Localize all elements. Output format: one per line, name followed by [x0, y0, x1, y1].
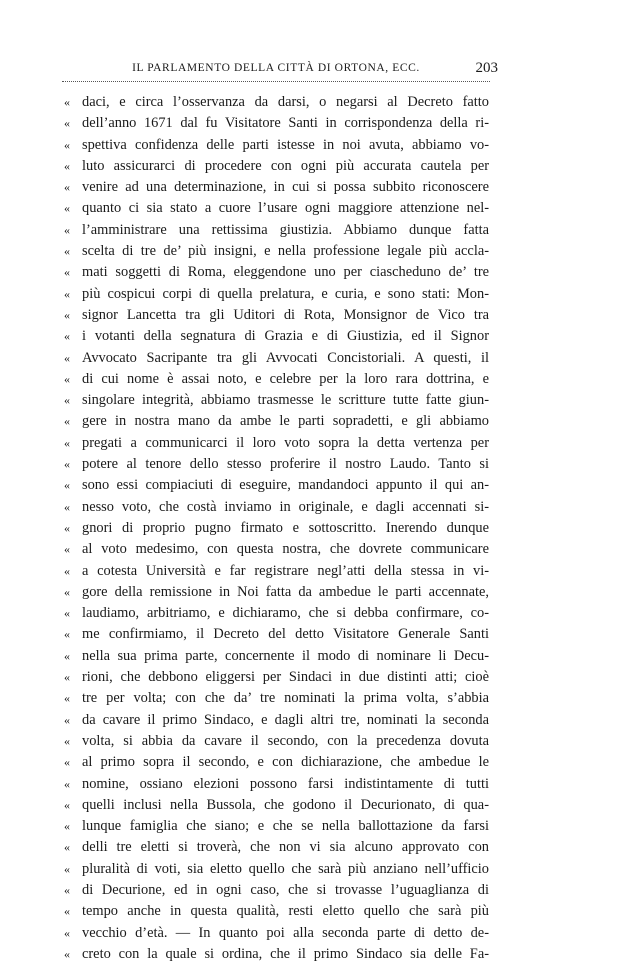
text-line — [64, 305, 489, 326]
text-line — [64, 944, 489, 965]
quote-mark: « — [64, 371, 70, 386]
text-line — [64, 859, 489, 880]
text-line — [64, 348, 489, 369]
line-text: di cui nome è assai noto, e celebre per la loro rara dottrina, e — [82, 370, 489, 387]
line-text: i votanti della segnatura di Grazia e di Giustizia, ed il Signor — [82, 328, 489, 345]
text-line — [64, 901, 489, 922]
quote-mark: « — [64, 776, 70, 791]
text-line — [64, 837, 489, 858]
line-text: Avvocato Sacripante tra gli Avvocati Concistoriali. A questi, il — [82, 349, 489, 366]
text-line — [64, 688, 489, 709]
line-text: delli tre eletti si troverà, che non vi sia alcuno approvato con — [82, 839, 489, 856]
quote-mark: « — [64, 755, 70, 770]
quote-mark: « — [64, 478, 70, 493]
line-text: scelta di tre de’ più insigni, e nella professione legale più accla- — [82, 243, 489, 260]
text-line — [64, 433, 489, 454]
quote-mark: « — [64, 904, 70, 919]
line-text: a cotesta Università e far registrare negl’atti della stessa in vi- — [82, 562, 489, 579]
line-text: creto con la quale si ordina, che il primo Sindaco sia delle Fa- — [82, 945, 489, 962]
page-number: 203 — [475, 60, 498, 76]
text-line — [64, 262, 489, 283]
line-text: venire ad una determinazione, in cui si possa subbito riconoscere — [82, 179, 489, 196]
text-line — [64, 774, 489, 795]
line-text: di Decurione, ed in ogni caso, che si trovasse l’uguaglianza di — [82, 881, 489, 898]
quote-mark: « — [64, 414, 70, 429]
text-line — [64, 518, 489, 539]
quote-mark: « — [64, 670, 70, 685]
line-text: spettiva confidenza delle parti istesse in noi avuta, abbiamo vo- — [82, 136, 489, 153]
line-text: signor Lancetta tra gli Uditori di Rota, Monsignor de Vico tra — [82, 306, 489, 323]
quote-mark: « — [64, 648, 70, 663]
quote-mark: « — [64, 307, 70, 322]
quote-mark: « — [64, 95, 70, 109]
text-line — [64, 624, 489, 645]
line-text: da cavare il primo Sindaco, e dagli altri tre, nominati la seconda — [82, 711, 489, 728]
quote-mark: « — [64, 137, 70, 152]
line-text: volta, si abbia da cavare il secondo, con la precedenza dovuta — [82, 732, 489, 749]
text-line — [64, 795, 489, 816]
line-text: quanto ci sia stato a cuore l’usare ogni maggiore attenzione nel- — [82, 200, 489, 217]
line-text: daci, e circa l’osservanza da darsi, o negarsi al Decreto fatto — [82, 94, 489, 110]
quote-mark: « — [64, 733, 70, 748]
line-text: nella sua prima parte, concernente il modo di nominare li Decu- — [82, 647, 489, 664]
text-line — [64, 561, 489, 582]
quote-mark: « — [64, 925, 70, 940]
quote-mark: « — [64, 116, 70, 131]
text-line — [64, 326, 489, 347]
text-line — [64, 475, 489, 496]
quote-mark: « — [64, 244, 70, 259]
text-line — [64, 646, 489, 667]
line-text: al primo sopra il secondo, e con dichiarazione, che ambedue le — [82, 754, 489, 771]
line-text: laudiamo, arbitriamo, e dichiaramo, che si debba confirmare, co- — [82, 605, 489, 622]
text-line — [64, 454, 489, 475]
text-line — [64, 284, 489, 305]
line-text: più cospicui corpi di quella prelatura, e curia, e sono stati: Mon- — [82, 285, 489, 302]
running-head — [62, 60, 498, 82]
line-text: pluralità di voti, sia eletto quello che sarà più anziano nell’ufficio — [82, 860, 489, 877]
quote-mark: « — [64, 584, 70, 599]
line-text: gnori di proprio pugno firmato e sottoscritto. Inerendo dunque — [82, 519, 489, 536]
text-line — [64, 390, 489, 411]
quote-mark: « — [64, 180, 70, 195]
line-text: pregati a communicarci il loro voto sopra la detta vertenza per — [82, 434, 489, 451]
line-text: sono essi compiaciuti di eseguire, mandandoci appunto il qui an- — [82, 477, 489, 494]
text-line — [64, 667, 489, 688]
quote-mark: « — [64, 329, 70, 344]
quote-mark: « — [64, 158, 70, 173]
line-text: me confirmiamo, il Decreto del detto Visitatore Generale Santi — [82, 626, 489, 643]
quote-mark: « — [64, 265, 70, 280]
line-text: rioni, che debbono eliggersi per Sindaci in due distinti atti; cioè — [82, 669, 489, 686]
line-text: mati soggetti di Roma, eleggendone uno per ciascheduno de’ tre — [82, 264, 489, 281]
quote-mark: « — [64, 840, 70, 855]
line-text: dell’anno 1671 dal fu Visitatore Santi in corrispondenza della ri- — [82, 115, 489, 132]
line-text: al voto medesimo, con questa nostra, che dovrete communicare — [82, 541, 489, 558]
text-line — [64, 92, 489, 113]
text-line — [64, 177, 489, 198]
text-line — [64, 710, 489, 731]
text-line — [64, 816, 489, 837]
quote-mark: « — [64, 520, 70, 535]
quote-mark: « — [64, 201, 70, 216]
quote-mark: « — [64, 350, 70, 365]
text-line — [64, 923, 489, 944]
text-line — [64, 156, 489, 177]
line-text: l’amministrare una rettissima giustizia. Abbiamo dunque fatta — [82, 221, 489, 238]
line-text: luto assicurarci di procedere con ogni più accurata cautela per — [82, 157, 489, 174]
quote-mark: « — [64, 627, 70, 642]
quote-mark: « — [64, 606, 70, 621]
line-text: nesso voto, che costà inviamo in originale, e dagli accennati si- — [82, 498, 489, 515]
running-title: IL PARLAMENTO DELLA CITTÀ DI ORTONA, ECC. — [132, 62, 420, 74]
text-line — [64, 135, 489, 156]
quote-mark: « — [64, 861, 70, 876]
text-line — [64, 369, 489, 390]
quote-mark: « — [64, 393, 70, 408]
quote-mark: « — [64, 499, 70, 514]
text-line — [64, 241, 489, 262]
text-line — [64, 731, 489, 752]
text-line — [64, 411, 489, 432]
quote-mark: « — [64, 712, 70, 727]
line-text: gore della remissione in Noi fatta da ambedue le parti accennate, — [82, 583, 489, 600]
line-text: potere al tenore dello stesso proferire il nostro Laudo. Tanto si — [82, 456, 489, 473]
text-line — [64, 113, 489, 134]
line-text: lunque famiglia che siano; e che se nella ballottazione da farsi — [82, 818, 489, 835]
quote-mark: « — [64, 222, 70, 237]
text-line — [64, 603, 489, 624]
line-text: tempo anche in questa qualità, resti eletto quello che sarà più — [82, 903, 489, 920]
quote-mark: « — [64, 797, 70, 812]
line-text: vecchio d’età. — In quanto poi alla seconda parte di detto de- — [82, 924, 489, 941]
quote-mark: « — [64, 435, 70, 450]
quote-mark: « — [64, 542, 70, 557]
quote-mark: « — [64, 882, 70, 897]
text-line — [64, 582, 489, 603]
quote-mark: « — [64, 457, 70, 472]
text-line — [64, 220, 489, 241]
text-line — [64, 880, 489, 901]
text-line — [64, 539, 489, 560]
header-rule — [62, 81, 490, 82]
text-line — [64, 198, 489, 219]
quote-mark: « — [64, 946, 70, 961]
quote-mark: « — [64, 819, 70, 834]
line-text: tre per volta; con che da’ tre nominati la prima volta, s’abbia — [82, 690, 489, 707]
line-text: gere in nostra mano da ambe le parti sopradetti, e gli abbiamo — [82, 413, 489, 430]
line-text: nomine, ossiano elezioni possono farsi indistintamente di tutti — [82, 775, 489, 792]
body-text — [64, 92, 489, 965]
quote-mark: « — [64, 286, 70, 301]
line-text: quelli inclusi nella Bussola, che godono il Decurionato, di qua- — [82, 796, 489, 813]
text-line — [64, 497, 489, 518]
quote-mark: « — [64, 563, 70, 578]
quote-mark: « — [64, 691, 70, 706]
text-line — [64, 752, 489, 773]
line-text: singolare integrità, abbiamo trasmesse le scritture tutte fatte giun- — [82, 392, 489, 409]
